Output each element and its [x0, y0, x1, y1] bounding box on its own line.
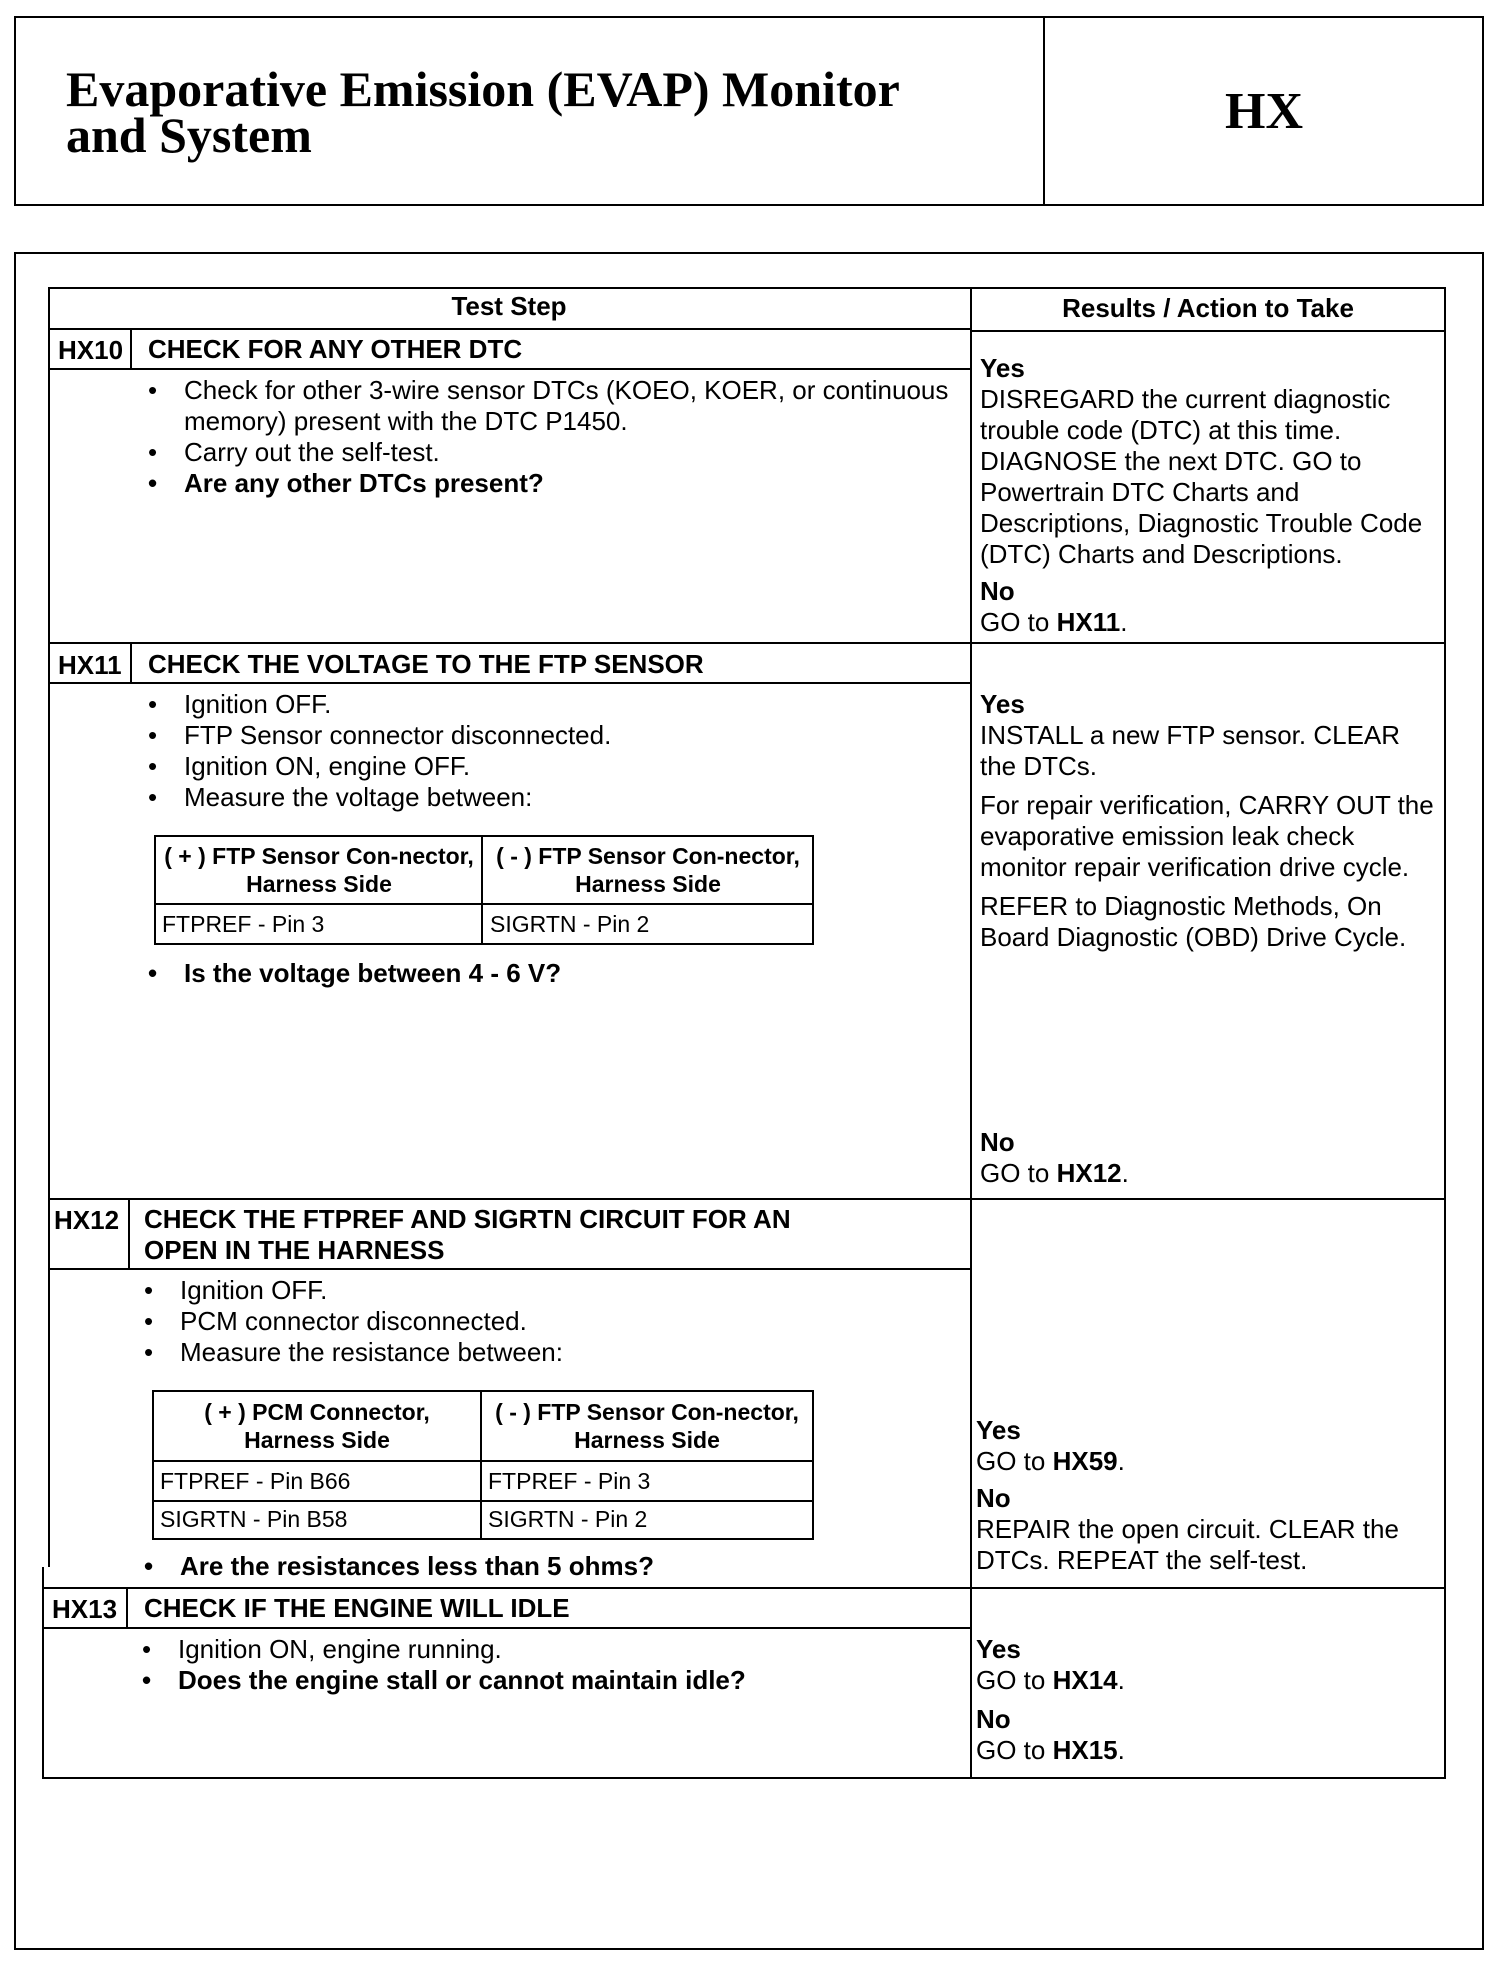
- result-period: .: [1121, 1158, 1129, 1188]
- result-no-action: [980, 607, 1440, 638]
- header-divider: [1043, 18, 1045, 204]
- result-target-step: HX12: [1056, 1158, 1122, 1188]
- step-question: • Does the engine stall or cannot maintain idle?: [134, 1665, 954, 1696]
- section-code: HX: [1225, 82, 1303, 140]
- page-title-line1: Evaporative Emission (EVAP) Monitor: [66, 61, 900, 117]
- step-title-rule-hx11: [48, 682, 970, 684]
- result-hx10: [980, 353, 1440, 638]
- measure-head-negative: ( - ) FTP Sensor Con-nector, Harness Side: [496, 843, 800, 897]
- result-no-action: [976, 1735, 1442, 1766]
- table-border-bottom: [42, 1777, 1446, 1779]
- test-step-table: [48, 287, 1446, 1779]
- result-no-text: REPAIR the open circuit. CLEAR the DTCs. REPEAT the self-test.: [976, 1514, 1399, 1575]
- result-target-step: HX15: [1052, 1735, 1118, 1765]
- step-bullet: • Measure the resistance between:: [136, 1337, 956, 1368]
- result-no-action: [980, 1158, 1442, 1189]
- page-header: [14, 16, 1484, 206]
- row-rule-hx12: [42, 1587, 1446, 1589]
- table-border-left-lower: [42, 1567, 44, 1779]
- result-yes-action: [976, 1446, 1442, 1477]
- measure-head-positive: ( + ) FTP Sensor Con-nector, Harness Side: [164, 843, 474, 897]
- header-rule-right: [970, 330, 1444, 332]
- result-hx11-no: [980, 1127, 1442, 1189]
- col-header-results: Results / Action to Take: [1062, 293, 1354, 323]
- column-divider: [970, 287, 972, 1779]
- result-yes-action: [976, 1665, 1442, 1696]
- col-header-test-step: Test Step: [451, 291, 567, 321]
- step-bullet: • Measure the voltage between:: [140, 782, 960, 813]
- table-border-right: [1444, 287, 1446, 1779]
- step-title-hx12: [144, 1204, 791, 1266]
- result-go-to: GO to: [980, 607, 1050, 637]
- step-title-line: CHECK THE FTPREF AND SIGRTN CIRCUIT FOR AN: [144, 1204, 791, 1234]
- step-bullet: • Ignition OFF.: [140, 689, 960, 720]
- measure-col-divider: [480, 1392, 482, 1538]
- step-id-hx10: HX10: [58, 335, 124, 365]
- result-period: .: [1117, 1665, 1125, 1695]
- header-rule-left: [48, 328, 970, 330]
- step-question: • Is the voltage between 4 - 6 V?: [140, 958, 960, 989]
- step-title-rule-hx10: [48, 368, 970, 370]
- step-id-divider-hx11: [130, 642, 132, 682]
- measure-cell: SIGRTN - Pin 2: [488, 1506, 648, 1532]
- table-border-top: [48, 287, 1446, 289]
- step-bullet: • FTP Sensor connector disconnected.: [140, 720, 960, 751]
- measure-head-positive: ( + ) PCM Connector, Harness Side: [204, 1399, 430, 1453]
- step-id-hx12: HX12: [54, 1205, 120, 1235]
- step-title-rule-hx13: [42, 1627, 970, 1629]
- measure-cell: FTPREF - Pin B66: [160, 1468, 351, 1494]
- step-question-hx11: [140, 958, 960, 989]
- result-no-label: No: [980, 1127, 1015, 1157]
- step-title-line: OPEN IN THE HARNESS: [144, 1235, 445, 1265]
- measure-row-rule: [154, 1500, 812, 1502]
- result-yes-label: Yes: [976, 1415, 1021, 1445]
- result-yes-label: Yes: [976, 1634, 1021, 1664]
- measure-header-rule: [154, 1460, 812, 1462]
- step-bullets-hx10: [140, 375, 960, 499]
- page-title-line2: and System: [66, 107, 312, 163]
- result-yes-label: Yes: [980, 689, 1025, 719]
- step-title-hx13: CHECK IF THE ENGINE WILL IDLE: [144, 1593, 570, 1623]
- measure-col-divider: [481, 837, 483, 943]
- step-question: • Are any other DTCs present?: [140, 468, 960, 499]
- measure-header-rule: [156, 903, 812, 905]
- result-target-step: HX11: [1056, 607, 1121, 637]
- step-bullet: • Ignition ON, engine running.: [134, 1634, 954, 1665]
- measure-head-negative: ( - ) FTP Sensor Con-nector, Harness Side: [495, 1399, 799, 1453]
- measure-cell: SIGRTN - Pin B58: [160, 1506, 348, 1532]
- result-go-to: GO to: [980, 1158, 1050, 1188]
- result-no-label: No: [980, 576, 1015, 606]
- step-question: • Are the resistances less than 5 ohms?: [136, 1551, 956, 1582]
- measure-cell: FTPREF - Pin 3: [162, 911, 325, 937]
- result-period: .: [1117, 1446, 1125, 1476]
- result-hx12: [976, 1415, 1442, 1576]
- result-hx13: [976, 1634, 1442, 1766]
- step-id-divider-hx13: [126, 1587, 128, 1627]
- result-no-label: No: [976, 1704, 1011, 1734]
- result-period: .: [1120, 607, 1128, 637]
- step-bullet: • Ignition ON, engine OFF.: [140, 751, 960, 782]
- row-rule-hx10: [48, 642, 1446, 644]
- step-title-rule-hx12: [48, 1268, 970, 1270]
- step-title-hx10: CHECK FOR ANY OTHER DTC: [148, 334, 523, 364]
- result-target-step: HX14: [1052, 1665, 1118, 1695]
- step-id-hx11: HX11: [58, 650, 122, 680]
- result-no-label: No: [976, 1483, 1011, 1513]
- result-yes-text: DISREGARD the current diagnostic trouble code (DTC) at this time. DIAGNOSE the next DTC. GO to Powertrain DTC Charts and Descriptions, Diagnostic Trouble Code (DTC) Charts and Descriptions.: [980, 384, 1423, 569]
- result-go-to: GO to: [976, 1735, 1046, 1765]
- measurement-table-hx11: [154, 835, 814, 945]
- step-question-hx12: [136, 1551, 956, 1582]
- result-yes-text: INSTALL a new FTP sensor. CLEAR the DTCs.: [980, 720, 1401, 781]
- result-yes-label: Yes: [980, 353, 1025, 383]
- measure-cell: SIGRTN - Pin 2: [490, 911, 650, 937]
- result-yes-text: For repair verification, CARRY OUT the evaporative emission leak check monitor repair verification drive cycle.: [980, 790, 1434, 882]
- step-bullets-hx11: [140, 689, 960, 813]
- result-go-to: GO to: [976, 1665, 1046, 1695]
- step-id-divider-hx12: [128, 1198, 130, 1268]
- result-yes-text: REFER to Diagnostic Methods, On Board Diagnostic (OBD) Drive Cycle.: [980, 891, 1407, 952]
- step-bullet: • Check for other 3-wire sensor DTCs (KOEO, KOER, or continuous memory) present with the DTC P1450.: [140, 375, 960, 437]
- row-rule-hx11: [48, 1198, 1446, 1200]
- measure-cell: FTPREF - Pin 3: [488, 1468, 651, 1494]
- result-period: .: [1117, 1735, 1125, 1765]
- result-target-step: HX59: [1052, 1446, 1118, 1476]
- step-id-divider-hx10: [130, 328, 132, 368]
- step-bullets-hx13: [134, 1634, 954, 1696]
- step-id-hx13: HX13: [52, 1594, 118, 1624]
- table-border-left: [48, 287, 50, 1567]
- step-bullets-hx12: [136, 1275, 956, 1368]
- step-bullet: • Carry out the self-test.: [140, 437, 960, 468]
- page-title: [66, 61, 1026, 163]
- step-title-hx11: CHECK THE VOLTAGE TO THE FTP SENSOR: [148, 649, 704, 679]
- measurement-table-hx12: [152, 1390, 814, 1540]
- result-hx11: [980, 689, 1442, 953]
- step-bullet: • Ignition OFF.: [136, 1275, 956, 1306]
- result-go-to: GO to: [976, 1446, 1046, 1476]
- step-bullet: • PCM connector disconnected.: [136, 1306, 956, 1337]
